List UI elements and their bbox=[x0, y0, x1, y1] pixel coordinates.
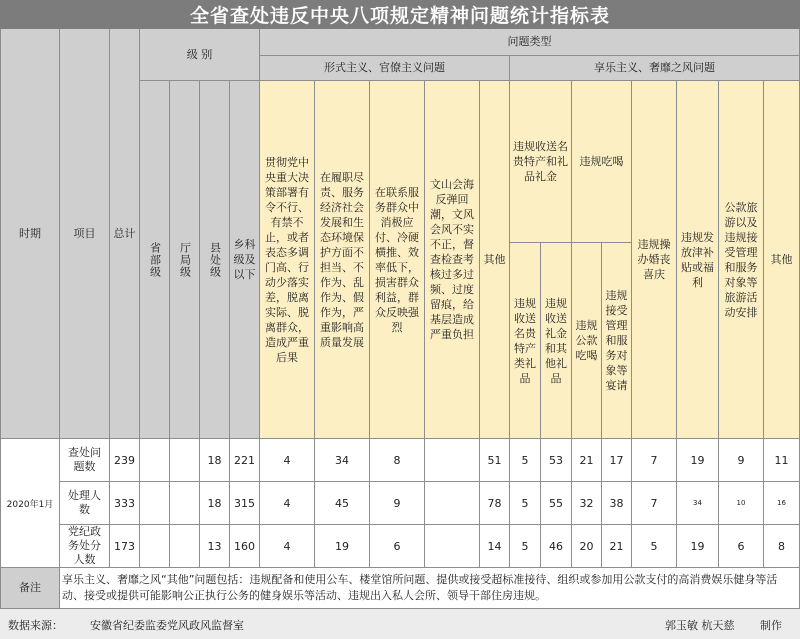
page-title: 全省查处违反中央八项规定精神问题统计指标表 bbox=[0, 0, 800, 29]
table-cell: 78 bbox=[480, 482, 510, 525]
table-cell: 17 bbox=[602, 439, 632, 482]
header-hedonism-col-travel: 公款旅游以及违规接受管理和服务对象等旅游活动安排 bbox=[719, 81, 764, 439]
table-cell: 7 bbox=[632, 482, 677, 525]
table-cell: 51 bbox=[480, 439, 510, 482]
table-cell: 9 bbox=[719, 439, 764, 482]
table-cell: 34 bbox=[315, 439, 370, 482]
made-label: 制作 bbox=[760, 619, 782, 632]
note-label: 备注 bbox=[0, 568, 60, 609]
table-cell: 315 bbox=[230, 482, 260, 525]
table-cell: 6 bbox=[370, 525, 425, 568]
table-cell bbox=[140, 525, 170, 568]
header-gift-col-2: 违规收送礼金和其他礼品 bbox=[541, 243, 572, 439]
table-cell: 20 bbox=[572, 525, 602, 568]
table-cell: 173 bbox=[110, 525, 140, 568]
header-level-provincial: 省部级 bbox=[140, 81, 170, 439]
table-cell: 14 bbox=[480, 525, 510, 568]
table-cell: 18 bbox=[200, 439, 230, 482]
header-level-county: 县处级 bbox=[200, 81, 230, 439]
header-item: 项目 bbox=[60, 29, 110, 439]
table-cell bbox=[140, 482, 170, 525]
header-dining-group: 违规吃喝 bbox=[572, 81, 632, 243]
table-cell bbox=[425, 525, 480, 568]
table-cell: 5 bbox=[510, 482, 541, 525]
table-cell bbox=[425, 439, 480, 482]
header-formalism-col-other: 其他 bbox=[480, 81, 510, 439]
header-level-township: 乡科级及以下 bbox=[230, 81, 260, 439]
table-cell: 9 bbox=[370, 482, 425, 525]
table-cell: 34 bbox=[677, 482, 719, 525]
header-hedonism-col-wedding: 违规操办婚丧喜庆 bbox=[632, 81, 677, 439]
table-cell: 4 bbox=[260, 439, 315, 482]
row-label: 处理人数 bbox=[60, 482, 110, 525]
header-hedonism: 享乐主义、奢靡之风问题 bbox=[510, 56, 800, 81]
table-cell: 19 bbox=[677, 439, 719, 482]
header-formalism: 形式主义、官僚主义问题 bbox=[260, 56, 510, 81]
header-formalism-col-1: 贯彻党中央重大决策部署有令不行、有禁不止，或者表态多调门高、行动少落实差，脱离实际、脱离群众，造成严重后果 bbox=[260, 81, 315, 439]
source-label: 数据来源： bbox=[8, 619, 63, 632]
table-cell: 4 bbox=[260, 482, 315, 525]
header-formalism-col-2: 在履职尽责、服务经济社会发展和生态环境保护方面不担当、不作为、乱作为、假作为，严重影响高质量发展 bbox=[315, 81, 370, 439]
row-label: 党纪政务处分人数 bbox=[60, 525, 110, 568]
table-cell: 5 bbox=[632, 525, 677, 568]
table-cell bbox=[140, 439, 170, 482]
table-cell: 333 bbox=[110, 482, 140, 525]
table-cell: 10 bbox=[719, 482, 764, 525]
table-cell: 19 bbox=[315, 525, 370, 568]
header-period: 时期 bbox=[0, 29, 60, 439]
source-name: 安徽省纪委监委党风政风监督室 bbox=[90, 619, 244, 632]
table-cell bbox=[425, 482, 480, 525]
table-cell: 55 bbox=[541, 482, 572, 525]
table-cell: 160 bbox=[230, 525, 260, 568]
table-cell: 21 bbox=[572, 439, 602, 482]
table-cell: 239 bbox=[110, 439, 140, 482]
header-hedonism-col-other: 其他 bbox=[764, 81, 800, 439]
table-cell: 221 bbox=[230, 439, 260, 482]
period-value: 2020年1月 bbox=[0, 439, 60, 568]
table-cell: 16 bbox=[764, 482, 800, 525]
table-cell: 46 bbox=[541, 525, 572, 568]
header-dining-col-2: 违规接受管理和服务对象等宴请 bbox=[602, 243, 632, 439]
header-level: 级 别 bbox=[140, 29, 260, 81]
header-dining-col-1: 违规公款吃喝 bbox=[572, 243, 602, 439]
table-cell: 32 bbox=[572, 482, 602, 525]
footer bbox=[0, 609, 800, 639]
table-cell: 53 bbox=[541, 439, 572, 482]
header-gift-col-1: 违规收送名贵特产类礼品 bbox=[510, 243, 541, 439]
table-cell bbox=[170, 439, 200, 482]
table-cell: 6 bbox=[719, 525, 764, 568]
note-text: 享乐主义、奢靡之风“其他”问题包括：违规配备和使用公车、楼堂馆所问题、提供或接受超标准接待、组织或参加用公款支付的高消费娱乐健身等活动、接受或提供可能影响公正执行公务的健身娱乐等活动、违规出入私人会所、领导干部住房违规。 bbox=[60, 568, 800, 609]
table-cell: 5 bbox=[510, 525, 541, 568]
table-cell: 13 bbox=[200, 525, 230, 568]
table-cell bbox=[170, 482, 200, 525]
header-problem-type: 问题类型 bbox=[260, 29, 800, 56]
table-cell: 11 bbox=[764, 439, 800, 482]
table-cell: 19 bbox=[677, 525, 719, 568]
table-cell bbox=[170, 525, 200, 568]
table-cell: 38 bbox=[602, 482, 632, 525]
table-cell: 8 bbox=[764, 525, 800, 568]
table-cell: 7 bbox=[632, 439, 677, 482]
table-cell: 4 bbox=[260, 525, 315, 568]
table-cell: 21 bbox=[602, 525, 632, 568]
authors: 郭玉敏 杭天慈 bbox=[665, 619, 735, 632]
header-gift-group: 违规收送名贵特产和礼品礼金 bbox=[510, 81, 572, 243]
table-cell: 45 bbox=[315, 482, 370, 525]
header-formalism-col-4: 文山会海反弹回潮，文风会风不实不正，督查检查考核过多过频、过度留痕，给基层造成严重负担 bbox=[425, 81, 480, 439]
header-total: 总计 bbox=[110, 29, 140, 439]
header-hedonism-col-subsidy: 违规发放津补贴或福利 bbox=[677, 81, 719, 439]
table-cell: 5 bbox=[510, 439, 541, 482]
header-level-bureau: 厅局级 bbox=[170, 81, 200, 439]
header-formalism-col-3: 在联系服务群众中消极应付、冷硬横推、效率低下，损害群众利益，群众反映强烈 bbox=[370, 81, 425, 439]
table-cell: 8 bbox=[370, 439, 425, 482]
table-cell: 18 bbox=[200, 482, 230, 525]
row-label: 查处问题数 bbox=[60, 439, 110, 482]
